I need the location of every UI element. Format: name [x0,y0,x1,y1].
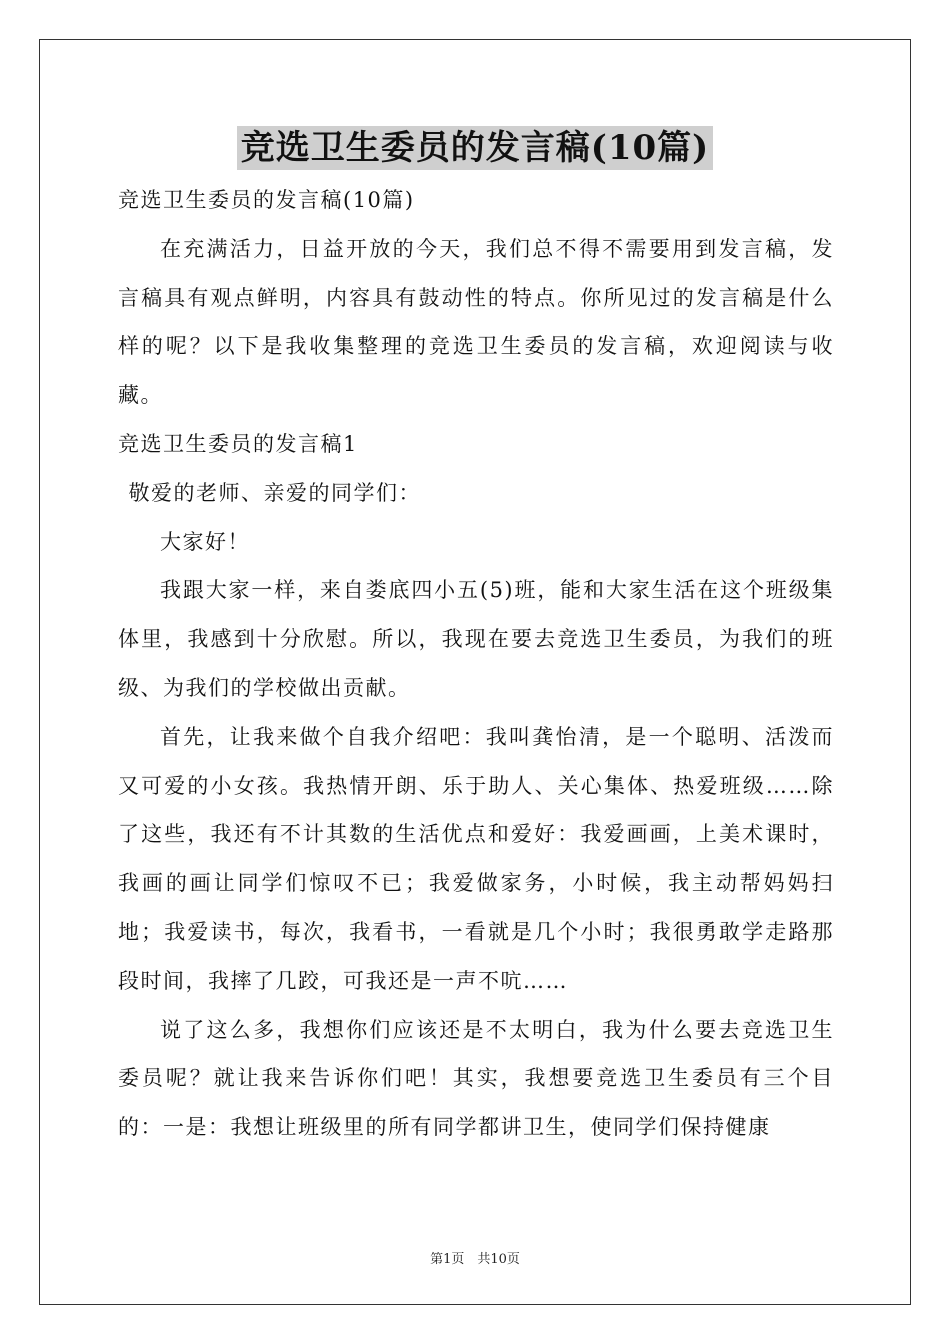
document-body [118,176,834,1152]
page-footer: 第1页 共10页 [430,1252,520,1267]
paragraph: 首先，让我来做个自我介绍吧：我叫龚怡清，是一个聪明、活泼而又可爱的小女孩。我热情开朗、乐于助人、关心集体、热爱班级……除了这些，我还有不计其数的生活优点和爱好：我爱画画，上美术课时，我画的画让同学们惊叹不已；我爱做家务，小时候，我主动帮妈妈扫地；我爱读书，每次，我看书，一看就是几个小时；我很勇敢学走路那段时间，我摔了几跤，可我还是一声不吭…… [118,724,834,993]
subtitle-line: 竞选卫生委员的发言稿(10篇) [118,188,415,212]
intro-paragraph: 在充满活力，日益开放的今天，我们总不得不需要用到发言稿，发言稿具有观点鲜明，内容具有鼓动性的特点。你所见过的发言稿是什么样的呢？以下是我收集整理的竞选卫生委员的发言稿，欢迎阅读与收藏。 [118,236,834,408]
document-title: 竞选卫生委员的发言稿(10篇) [237,126,714,170]
paragraph: 说了这么多，我想你们应该还是不太明白，我为什么要去竞选卫生委员呢？就让我来告诉你们吧！其实，我想要竞选卫生委员有三个目的：一是：我想让班级里的所有同学都讲卫生，使同学们保持健康 [118,1017,834,1140]
paragraph: 我跟大家一样，来自娄底四小五(5)班，能和大家生活在这个班级集体里，我感到十分欣慰。所以，我现在要去竞选卫生委员，为我们的班级、为我们的学校做出贡献。 [118,578,834,700]
section-heading: 竞选卫生委员的发言稿1 [118,431,358,456]
greeting: 大家好！ [160,529,250,554]
salutation: 敬爱的老师、亲爱的同学们： [128,480,421,505]
document-title-wrap [0,126,950,170]
